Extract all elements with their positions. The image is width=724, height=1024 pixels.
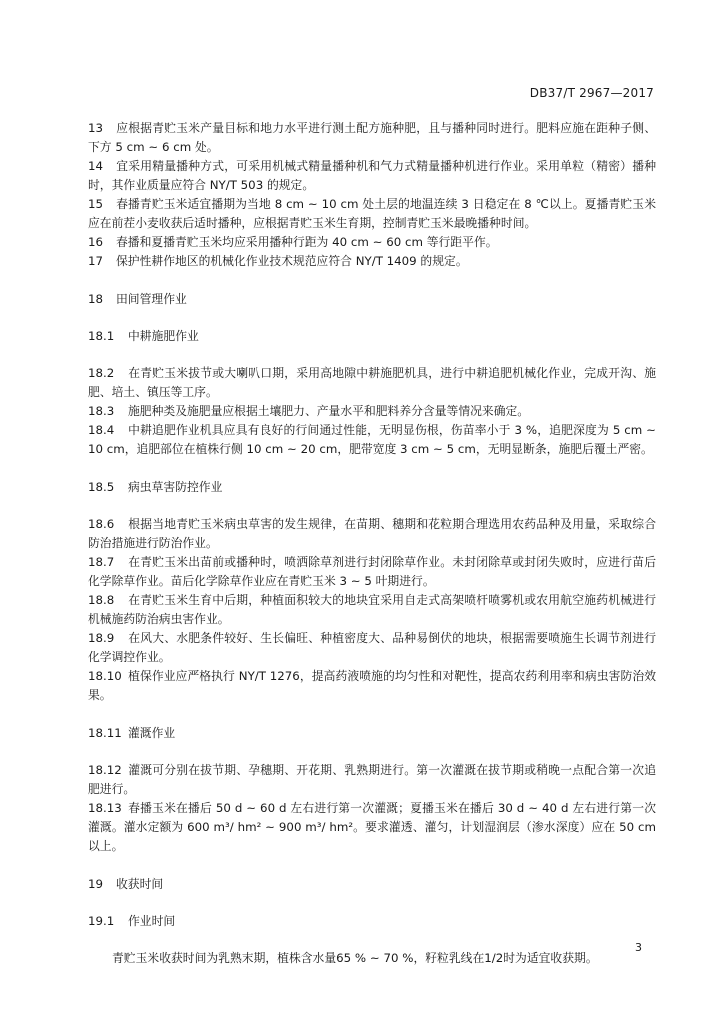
subsection-number: 18.5 [88, 480, 115, 494]
clause-18-2 [88, 364, 656, 402]
clause-number: 15 [88, 197, 104, 211]
clause-18-12 [88, 761, 656, 799]
clause-18-3 [88, 402, 656, 421]
clause-number: 13 [88, 121, 104, 135]
clause-text: 宜采用精量播种方式，可采用机械式精量播种机和气力式精量播种机进行作业。采用单粒（精密）播种时，其作业质量应符合 NY/T 503 的规定。 [88, 159, 656, 192]
clause-text: 在青贮玉米生育中后期，种植面积较大的地块宜采用自走式高架喷杆喷雾机或农用航空施药机械进行机械施药防治病虫害作业。 [88, 593, 656, 626]
clause-17 [88, 252, 656, 271]
subsection-heading-18-1 [88, 327, 656, 346]
clause-18-7 [88, 553, 656, 591]
clause-text: 春播玉米在播后 50 d ~ 60 d 左右进行第一次灌溉；夏播玉米在播后 30 d ~ 40 d 左右进行第一次灌溉。灌水定额为 600 m³/ hm² ~ 900 m³/ hm²。要求灌透、灌匀，计划湿润层（渗水深度）应在 50 cm 以上。 [88, 801, 656, 853]
subsection-number: 18.11 [88, 726, 122, 740]
clause-18-13 [88, 799, 656, 856]
clause-text: 灌溉可分别在拔节期、孕穗期、开花期、乳熟期进行。第一次灌溉在拔节期或稍晚一点配合第一次追肥进行。 [88, 763, 656, 796]
clause-number: 18.10 [88, 669, 122, 683]
clause-number: 18.9 [88, 631, 115, 645]
clause-14 [88, 157, 656, 195]
subsection-number: 18.1 [88, 329, 115, 343]
clause-text: 应根据青贮玉米产量目标和地力水平进行测土配方施种肥，且与播种同时进行。肥料应施在距种子侧、下方 5 cm ~ 6 cm 处。 [88, 121, 656, 154]
section-heading-19 [88, 875, 656, 894]
section-number: 18 [88, 292, 104, 306]
subsection-heading-19-1 [88, 912, 656, 931]
clause-number: 18.13 [88, 801, 122, 815]
clause-text: 保护性耕作地区的机械化作业技术规范应符合 NY/T 1409 的规定。 [116, 254, 468, 268]
subsection-title: 病虫草害防控作业 [128, 480, 223, 494]
clause-text: 施肥种类及施肥量应根据土壤肥力、产量水平和肥料养分含量等情况来确定。 [128, 404, 530, 418]
clause-text: 植保作业应严格执行 NY/T 1276，提高药液喷施的均匀性和对靶性，提高农药利用率和病虫害防治效果。 [88, 669, 656, 702]
doc-code: DB37/T 2967—2017 [529, 86, 654, 100]
subsection-title: 中耕施肥作业 [128, 329, 199, 343]
subsection-title: 作业时间 [128, 914, 176, 928]
section-title: 收获时间 [116, 877, 164, 891]
clause-text: 春播青贮玉米适宜播期为当地 8 cm ~ 10 cm 处土层的地温连续 3 日稳定在 8 ℃以上。夏播青贮玉米应在前茬小麦收获后适时播种，应根据青贮玉米生育期，控制青贮玉米最晚播种时间。 [88, 197, 656, 230]
page-number: 3 [635, 941, 642, 954]
document-body [88, 119, 656, 968]
clause-number: 14 [88, 159, 104, 173]
clause-text: 在风大、水肥条件较好、生长偏旺、种植密度大、品种易倒伏的地块，根据需要喷施生长调节剂进行化学调控作业。 [88, 631, 656, 664]
clause-18-8 [88, 591, 656, 629]
clause-18-4 [88, 421, 656, 459]
clause-number: 18.2 [88, 366, 115, 380]
clause-number: 17 [88, 254, 104, 268]
clause-15 [88, 195, 656, 233]
clause-number: 18.6 [88, 517, 115, 531]
subsection-heading-18-5 [88, 478, 656, 497]
clause-number: 16 [88, 235, 104, 249]
clause-number: 18.8 [88, 593, 115, 607]
section-title: 田间管理作业 [116, 292, 187, 306]
subsection-title: 灌溉作业 [128, 726, 176, 740]
clause-18-9 [88, 629, 656, 667]
clause-13 [88, 119, 656, 157]
clause-19-1-body: 青贮玉米收获时间为乳熟末期，植株含水量65 % ~ 70 %，籽粒乳线在1/2时为适宜收获期。 [112, 951, 598, 965]
clause-text: 春播和夏播青贮玉米均应采用播种行距为 40 cm ~ 60 cm 等行距平作。 [116, 235, 498, 249]
section-number: 19 [88, 877, 104, 891]
subsection-heading-18-11 [88, 724, 656, 743]
clause-18-6 [88, 515, 656, 553]
clause-text: 在青贮玉米出苗前或播种时，喷洒除草剂进行封闭除草作业。未封闭除草或封闭失败时，应进行苗后化学除草作业。苗后化学除草作业应在青贮玉米 3 ~ 5 叶期进行。 [88, 555, 656, 588]
clause-16 [88, 233, 656, 252]
section-heading-18 [88, 290, 656, 309]
clause-text: 根据当地青贮玉米病虫草害的发生规律，在苗期、穗期和花粒期合理选用农药品种及用量，采取综合防治措施进行防治作业。 [88, 517, 656, 550]
clause-number: 18.4 [88, 423, 115, 437]
clause-number: 18.3 [88, 404, 115, 418]
clause-number: 18.7 [88, 555, 115, 569]
clause-text: 中耕追肥作业机具应具有良好的行间通过性能，无明显伤根，伤苗率小于 3 %，追肥深度为 5 cm ~ 10 cm，追肥部位在植株行侧 10 cm ~ 20 cm，肥带宽度 3 cm ~ 5 cm，无明显断条，施肥后覆土严密。 [88, 423, 656, 456]
clause-number: 18.12 [88, 763, 122, 777]
clause-18-10 [88, 667, 656, 705]
clause-text: 在青贮玉米拔节或大喇叭口期，采用高地隙中耕施肥机具，进行中耕追肥机械化作业，完成开沟、施肥、培土、镇压等工序。 [88, 366, 656, 399]
subsection-number: 19.1 [88, 914, 115, 928]
